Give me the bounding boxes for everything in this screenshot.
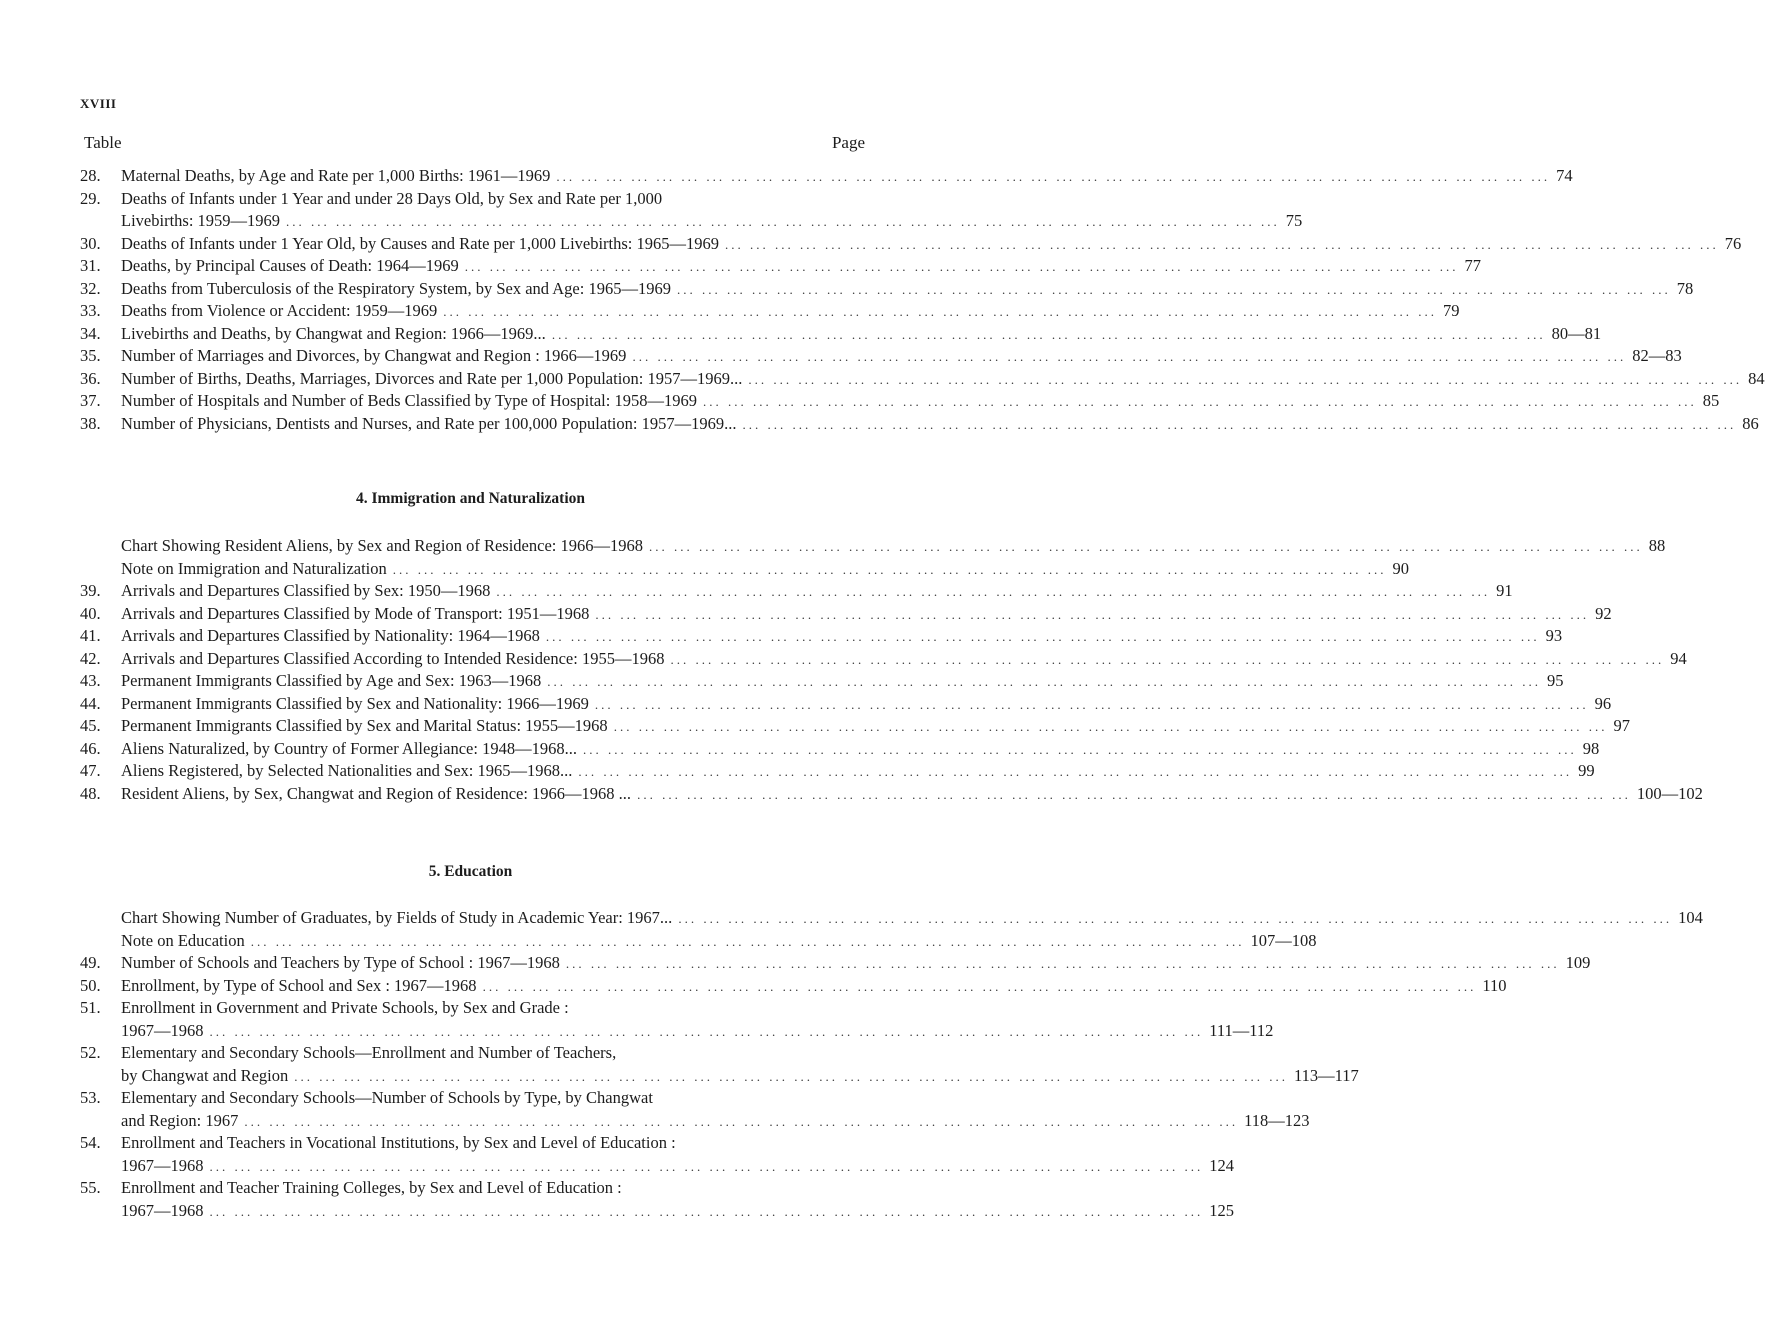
dot-leader: ... ... ... ... ... ... ... ... ... ... ... ... ... ... ... ... ... ... ... ... ... ... ... ... ... ... ... ... ... ... ... ... ... ... ... ... ... ... ... ... xyxy=(676,281,1671,297)
entry-number: 54. xyxy=(80,1133,101,1152)
entry-page-number: 104 xyxy=(1678,908,1703,927)
entry-page-number: 99 xyxy=(1578,761,1595,780)
toc-entry xyxy=(80,390,1720,413)
page-column-header: Page xyxy=(831,133,865,152)
entry-page-number: 90 xyxy=(1392,558,1410,578)
entry-number: 51. xyxy=(80,998,101,1017)
entry-page-number: 80—81 xyxy=(1551,323,1602,343)
entry-title: Arrivals and Departures Classified According to Intended Residence: 1955—1968 xyxy=(121,648,665,668)
entry-page-number: 79 xyxy=(1443,301,1460,320)
toc-entry xyxy=(80,580,1513,603)
entry-page-number: 100—102 xyxy=(1636,783,1703,803)
toc-entry xyxy=(80,558,1410,581)
entry-title: Enrollment and Teachers in Vocational Institutions, by Sex and Level of Education : xyxy=(121,1133,676,1152)
entry-title: Permanent Immigrants Classified by Age and Sex: 1963—1968 xyxy=(121,671,542,690)
entry-page-number: 78 xyxy=(1676,278,1694,298)
entry-title: Enrollment and Teacher Training Colleges, by Sex and Level of Education : xyxy=(121,1178,622,1197)
dot-leader: ... ... ... ... ... ... ... ... ... ... ... ... ... ... ... ... ... ... ... ... ... ... ... ... ... ... ... ... ... ... ... ... ... ... ... ... ... ... ... ... xyxy=(294,1068,1289,1084)
dot-leader: ... ... ... ... ... ... ... ... ... ... ... ... ... ... ... ... ... ... ... ... ... ... ... ... ... ... ... ... ... ... ... ... ... ... ... ... ... ... ... ... xyxy=(547,674,1541,689)
entry-number: 32. xyxy=(80,278,101,298)
entry-number: 48. xyxy=(80,783,101,803)
dot-leader: ... ... ... ... ... ... ... ... ... ... ... ... ... ... ... ... ... ... ... ... ... ... ... ... ... ... ... ... ... ... ... ... ... ... ... ... ... ... ... ... xyxy=(649,539,1643,554)
entry-title: Aliens Registered, by Selected Nationalities and Sex: 1965—1968... xyxy=(121,761,573,780)
entry-page-number: 124 xyxy=(1209,1155,1234,1175)
toc-entry xyxy=(80,278,1694,301)
entry-title: Number of Schools and Teachers by Type of School : 1967—1968 xyxy=(121,953,560,972)
entry-title: Livebirths: 1959—1969 xyxy=(121,211,281,230)
entry-title: Arrivals and Departures Classified by Sex: 1950—1968 xyxy=(121,581,491,600)
entry-number: 47. xyxy=(80,761,101,780)
entry-page-number: 74 xyxy=(1556,166,1573,185)
toc-entry xyxy=(80,693,1612,716)
dot-leader: ... ... ... ... ... ... ... ... ... ... ... ... ... ... ... ... ... ... ... ... ... ... ... ... ... ... ... ... ... ... ... ... ... ... ... ... ... ... ... ... xyxy=(613,719,1608,734)
entry-title: Note on Immigration and Naturalization xyxy=(121,558,387,578)
entry-number: 50. xyxy=(80,975,101,995)
entry-page-number: 97 xyxy=(1613,716,1630,735)
entry-number: 29. xyxy=(80,188,101,208)
entry-title: Number of Physicians, Dentists and Nurses, and Rate per 100,000 Population: 1957—1969... xyxy=(121,413,737,433)
toc-entry xyxy=(80,738,1600,761)
dot-leader: ... ... ... ... ... ... ... ... ... ... ... ... ... ... ... ... ... ... ... ... ... ... ... ... ... ... ... ... ... ... ... ... ... ... ... ... ... ... ... ... xyxy=(594,696,1589,712)
dot-leader: ... ... ... ... ... ... ... ... ... ... ... ... ... ... ... ... ... ... ... ... ... ... ... ... ... ... ... ... ... ... ... ... ... ... ... ... ... ... ... ... xyxy=(748,371,1743,387)
entry-page-number: 96 xyxy=(1594,693,1612,713)
entry-page-number: 125 xyxy=(1209,1200,1234,1220)
entry-number: 37. xyxy=(80,391,101,410)
toc-entry xyxy=(80,760,1595,783)
entry-number: 38. xyxy=(80,413,101,433)
entry-title: Deaths, by Principal Causes of Death: 1964—1969 xyxy=(121,256,459,275)
entry-number: 49. xyxy=(80,953,101,972)
entry-page-number: 91 xyxy=(1496,581,1513,600)
entry-number: 55. xyxy=(80,1178,101,1197)
entry-number: 41. xyxy=(80,626,101,645)
entry-title: Elementary and Secondary Schools—Number of Schools by Type, by Changwat xyxy=(121,1088,653,1107)
entry-page-number: 109 xyxy=(1565,953,1591,972)
entry-title: Chart Showing Resident Aliens, by Sex and Region of Residence: 1966—1968 xyxy=(121,536,643,555)
entry-number: 30. xyxy=(80,233,101,253)
entry-title: Deaths from Violence or Accident: 1959—1969 xyxy=(121,301,438,320)
dot-leader: ... ... ... ... ... ... ... ... ... ... ... ... ... ... ... ... ... ... ... ... ... ... ... ... ... ... ... ... ... ... ... ... ... ... ... ... ... ... ... ... xyxy=(582,741,1577,757)
entry-title: Deaths from Tuberculosis of the Respiratory System, by Sex and Age: 1965—1969 xyxy=(121,278,671,298)
entry-page-number: 86 xyxy=(1742,413,1759,433)
entry-number: 34. xyxy=(80,323,101,343)
entry-title: Resident Aliens, by Sex, Changwat and Region of Residence: 1966—1968 ... xyxy=(121,783,632,803)
toc-entry xyxy=(80,997,1274,1042)
toc-entry xyxy=(80,603,1612,626)
table-column-header: Table xyxy=(84,133,122,152)
entry-title: by Changwat and Region xyxy=(121,1065,289,1085)
toc-entry xyxy=(80,413,1759,436)
toc-entry xyxy=(80,1087,1310,1132)
entry-number: 36. xyxy=(80,368,101,388)
entry-number: 39. xyxy=(80,581,101,600)
entry-page-number: 113—117 xyxy=(1294,1065,1359,1085)
dot-leader: ... ... ... ... ... ... ... ... ... ... ... ... ... ... ... ... ... ... ... ... ... ... ... ... ... ... ... ... ... ... ... ... ... ... ... ... ... ... ... ... xyxy=(482,978,1477,994)
entry-number: 53. xyxy=(80,1088,101,1107)
toc-entry xyxy=(80,715,1630,738)
entry-page-number: 82—83 xyxy=(1632,346,1682,365)
entry-page-number: 94 xyxy=(1670,648,1687,668)
entry-title: Number of Marriages and Divorces, by Changwat and Region : 1966—1969 xyxy=(121,346,627,365)
entry-page-number: 76 xyxy=(1724,233,1742,253)
dot-leader: ... ... ... ... ... ... ... ... ... ... ... ... ... ... ... ... ... ... ... ... ... ... ... ... ... ... ... ... ... ... ... ... ... ... ... ... ... ... ... ... xyxy=(392,561,1387,577)
entry-page-number: 92 xyxy=(1595,603,1612,623)
entry-page-number: 88 xyxy=(1648,536,1666,555)
entry-number: 33. xyxy=(80,301,101,320)
toc-entry xyxy=(80,188,1303,233)
entry-title: Note on Education xyxy=(121,930,245,950)
entry-page-number: 85 xyxy=(1702,391,1720,410)
toc-entry xyxy=(80,648,1687,671)
toc-entry xyxy=(80,907,1703,930)
entry-title: Arrivals and Departures Classified by Nationality: 1964—1968 xyxy=(121,626,540,645)
dot-leader: ... ... ... ... ... ... ... ... ... ... ... ... ... ... ... ... ... ... ... ... ... ... ... ... ... ... ... ... ... ... ... ... ... ... ... ... ... ... ... ... xyxy=(725,236,1719,252)
dot-leader: ... ... ... ... ... ... ... ... ... ... ... ... ... ... ... ... ... ... ... ... ... ... ... ... ... ... ... ... ... ... ... ... ... ... ... ... ... ... ... ... xyxy=(565,956,1560,971)
toc-entry xyxy=(80,535,1666,558)
entry-title: Number of Births, Deaths, Marriages, Divorces and Rate per 1,000 Population: 1957—1969... xyxy=(121,368,743,388)
toc-entry xyxy=(80,323,1602,346)
toc-entry xyxy=(80,670,1564,693)
dot-leader: ... ... ... ... ... ... ... ... ... ... ... ... ... ... ... ... ... ... ... ... ... ... ... ... ... ... ... ... ... ... ... ... ... ... ... ... ... ... ... ... xyxy=(702,394,1697,409)
entry-page-number: 95 xyxy=(1546,671,1564,690)
toc-entry xyxy=(80,1132,1234,1177)
dot-leader: ... ... ... ... ... ... ... ... ... ... ... ... ... ... ... ... ... ... ... ... ... ... ... ... ... ... ... ... ... ... ... ... ... ... ... ... ... ... ... ... xyxy=(595,606,1590,622)
entry-number: 31. xyxy=(80,256,101,275)
entry-number: 35. xyxy=(80,346,101,365)
entry-title: Arrivals and Departures Classified by Mode of Transport: 1951—1968 xyxy=(121,603,590,623)
entry-page-number: 118—123 xyxy=(1244,1110,1310,1130)
entry-number: 44. xyxy=(80,693,101,713)
dot-leader: ... ... ... ... ... ... ... ... ... ... ... ... ... ... ... ... ... ... ... ... ... ... ... ... ... ... ... ... ... ... ... ... ... ... ... ... ... ... ... ... xyxy=(742,416,1737,432)
entry-title: Deaths of Infants under 1 Year and under 28 Days Old, by Sex and Rate per 1,000 xyxy=(121,188,663,208)
entry-page-number: 107—108 xyxy=(1250,930,1317,950)
entry-title: Aliens Naturalized, by Country of Former Allegiance: 1948—1968... xyxy=(121,738,577,758)
dot-leader: ... ... ... ... ... ... ... ... ... ... ... ... ... ... ... ... ... ... ... ... ... ... ... ... ... ... ... ... ... ... ... ... ... ... ... ... ... ... ... ... xyxy=(670,651,1665,667)
entry-title: 1967—1968 xyxy=(121,1020,204,1040)
entry-title: Enrollment, by Type of School and Sex : 1967—1968 xyxy=(121,975,477,995)
entry-number: 46. xyxy=(80,738,101,758)
toc-entry xyxy=(80,1177,1234,1222)
dot-leader: ... ... ... ... ... ... ... ... ... ... ... ... ... ... ... ... ... ... ... ... ... ... ... ... ... ... ... ... ... ... ... ... ... ... ... ... ... ... ... ... xyxy=(545,629,1540,644)
section-title: 4. Immigration and Naturalization xyxy=(355,490,586,507)
dot-leader: ... ... ... ... ... ... ... ... ... ... ... ... ... ... ... ... ... ... ... ... ... ... ... ... ... ... ... ... ... ... ... ... ... ... ... ... ... ... ... ... xyxy=(556,169,1551,184)
toc-entry xyxy=(80,165,1573,188)
toc-entry xyxy=(80,930,1317,953)
entry-title: Maternal Deaths, by Age and Rate per 1,000 Births: 1961—1969 xyxy=(121,166,551,185)
dot-leader: ... ... ... ... ... ... ... ... ... ... ... ... ... ... ... ... ... ... ... ... ... ... ... ... ... ... ... ... ... ... ... ... ... ... ... ... ... ... ... ... xyxy=(464,259,1459,274)
toc-entry xyxy=(80,952,1591,975)
entry-page-number: 77 xyxy=(1464,256,1481,275)
dot-leader: ... ... ... ... ... ... ... ... ... ... ... ... ... ... ... ... ... ... ... ... ... ... ... ... ... ... ... ... ... ... ... ... ... ... ... ... ... ... ... ... xyxy=(637,786,1631,802)
entry-number: 40. xyxy=(80,603,101,623)
toc-entry xyxy=(80,345,1682,368)
entry-title: Chart Showing Number of Graduates, by Fields of Study in Academic Year: 1967... xyxy=(121,908,673,927)
dot-leader: ... ... ... ... ... ... ... ... ... ... ... ... ... ... ... ... ... ... ... ... ... ... ... ... ... ... ... ... ... ... ... ... ... ... ... ... ... ... ... ... xyxy=(250,933,1245,949)
entry-page-number: 110 xyxy=(1482,975,1507,995)
entry-title: Livebirths and Deaths, by Changwat and Region: 1966—1969... xyxy=(121,323,546,343)
entry-number: 28. xyxy=(80,166,101,185)
entry-page-number: 75 xyxy=(1285,211,1303,230)
dot-leader: ... ... ... ... ... ... ... ... ... ... ... ... ... ... ... ... ... ... ... ... ... ... ... ... ... ... ... ... ... ... ... ... ... ... ... ... ... ... ... ... xyxy=(209,1203,1204,1219)
dot-leader: ... ... ... ... ... ... ... ... ... ... ... ... ... ... ... ... ... ... ... ... ... ... ... ... ... ... ... ... ... ... ... ... ... ... ... ... ... ... ... ... xyxy=(578,764,1573,779)
dot-leader: ... ... ... ... ... ... ... ... ... ... ... ... ... ... ... ... ... ... ... ... ... ... ... ... ... ... ... ... ... ... ... ... ... ... ... ... ... ... ... ... xyxy=(496,584,1491,599)
toc-entry xyxy=(80,368,1765,391)
entry-page-number: 84 xyxy=(1748,368,1765,388)
entry-title: 1967—1968 xyxy=(121,1200,204,1220)
entry-title: Permanent Immigrants Classified by Sex and Marital Status: 1955—1968 xyxy=(121,716,608,735)
entry-title: 1967—1968 xyxy=(121,1155,204,1175)
entry-number: 45. xyxy=(80,716,101,735)
dot-leader: ... ... ... ... ... ... ... ... ... ... ... ... ... ... ... ... ... ... ... ... ... ... ... ... ... ... ... ... ... ... ... ... ... ... ... ... ... ... ... ... xyxy=(286,214,1280,229)
entry-page-number: 93 xyxy=(1545,626,1563,645)
dot-leader: ... ... ... ... ... ... ... ... ... ... ... ... ... ... ... ... ... ... ... ... ... ... ... ... ... ... ... ... ... ... ... ... ... ... ... ... ... ... ... ... xyxy=(209,1158,1204,1174)
dot-leader: ... ... ... ... ... ... ... ... ... ... ... ... ... ... ... ... ... ... ... ... ... ... ... ... ... ... ... ... ... ... ... ... ... ... ... ... ... ... ... ... xyxy=(678,911,1673,926)
entry-number: 43. xyxy=(80,671,101,690)
entry-title: Permanent Immigrants Classified by Sex and Nationality: 1966—1969 xyxy=(121,693,589,713)
entry-title: Deaths of Infants under 1 Year Old, by Causes and Rate per 1,000 Livebirths: 1965—1969 xyxy=(121,233,720,253)
entry-page-number: 111—112 xyxy=(1209,1020,1274,1040)
toc-entry xyxy=(80,975,1507,998)
entry-title: Elementary and Secondary Schools—Enrollment and Number of Teachers, xyxy=(121,1043,617,1062)
toc-entry xyxy=(80,1042,1359,1087)
entry-number: 42. xyxy=(80,648,101,668)
toc-entry xyxy=(80,625,1563,648)
section-title: 5. Education xyxy=(428,863,513,880)
dot-leader: ... ... ... ... ... ... ... ... ... ... ... ... ... ... ... ... ... ... ... ... ... ... ... ... ... ... ... ... ... ... ... ... ... ... ... ... ... ... ... ... xyxy=(244,1113,1239,1129)
toc-entry xyxy=(80,233,1742,256)
dot-leader: ... ... ... ... ... ... ... ... ... ... ... ... ... ... ... ... ... ... ... ... ... ... ... ... ... ... ... ... ... ... ... ... ... ... ... ... ... ... ... ... xyxy=(551,326,1546,342)
entry-title: and Region: 1967 xyxy=(121,1110,239,1130)
page-folio: XVIII xyxy=(80,96,117,111)
entry-title: Enrollment in Government and Private Schools, by Sex and Grade : xyxy=(121,998,569,1017)
toc-entry xyxy=(80,255,1481,278)
entry-title: Number of Hospitals and Number of Beds Classified by Type of Hospital: 1958—1969 xyxy=(121,391,697,410)
dot-leader: ... ... ... ... ... ... ... ... ... ... ... ... ... ... ... ... ... ... ... ... ... ... ... ... ... ... ... ... ... ... ... ... ... ... ... ... ... ... ... ... xyxy=(209,1023,1204,1039)
toc-entry xyxy=(80,783,1703,806)
toc-entry xyxy=(80,300,1460,323)
entry-page-number: 98 xyxy=(1582,738,1600,758)
dot-leader: ... ... ... ... ... ... ... ... ... ... ... ... ... ... ... ... ... ... ... ... ... ... ... ... ... ... ... ... ... ... ... ... ... ... ... ... ... ... ... ... xyxy=(443,304,1438,319)
dot-leader: ... ... ... ... ... ... ... ... ... ... ... ... ... ... ... ... ... ... ... ... ... ... ... ... ... ... ... ... ... ... ... ... ... ... ... ... ... ... ... ... xyxy=(632,349,1627,364)
entry-number: 52. xyxy=(80,1043,101,1062)
